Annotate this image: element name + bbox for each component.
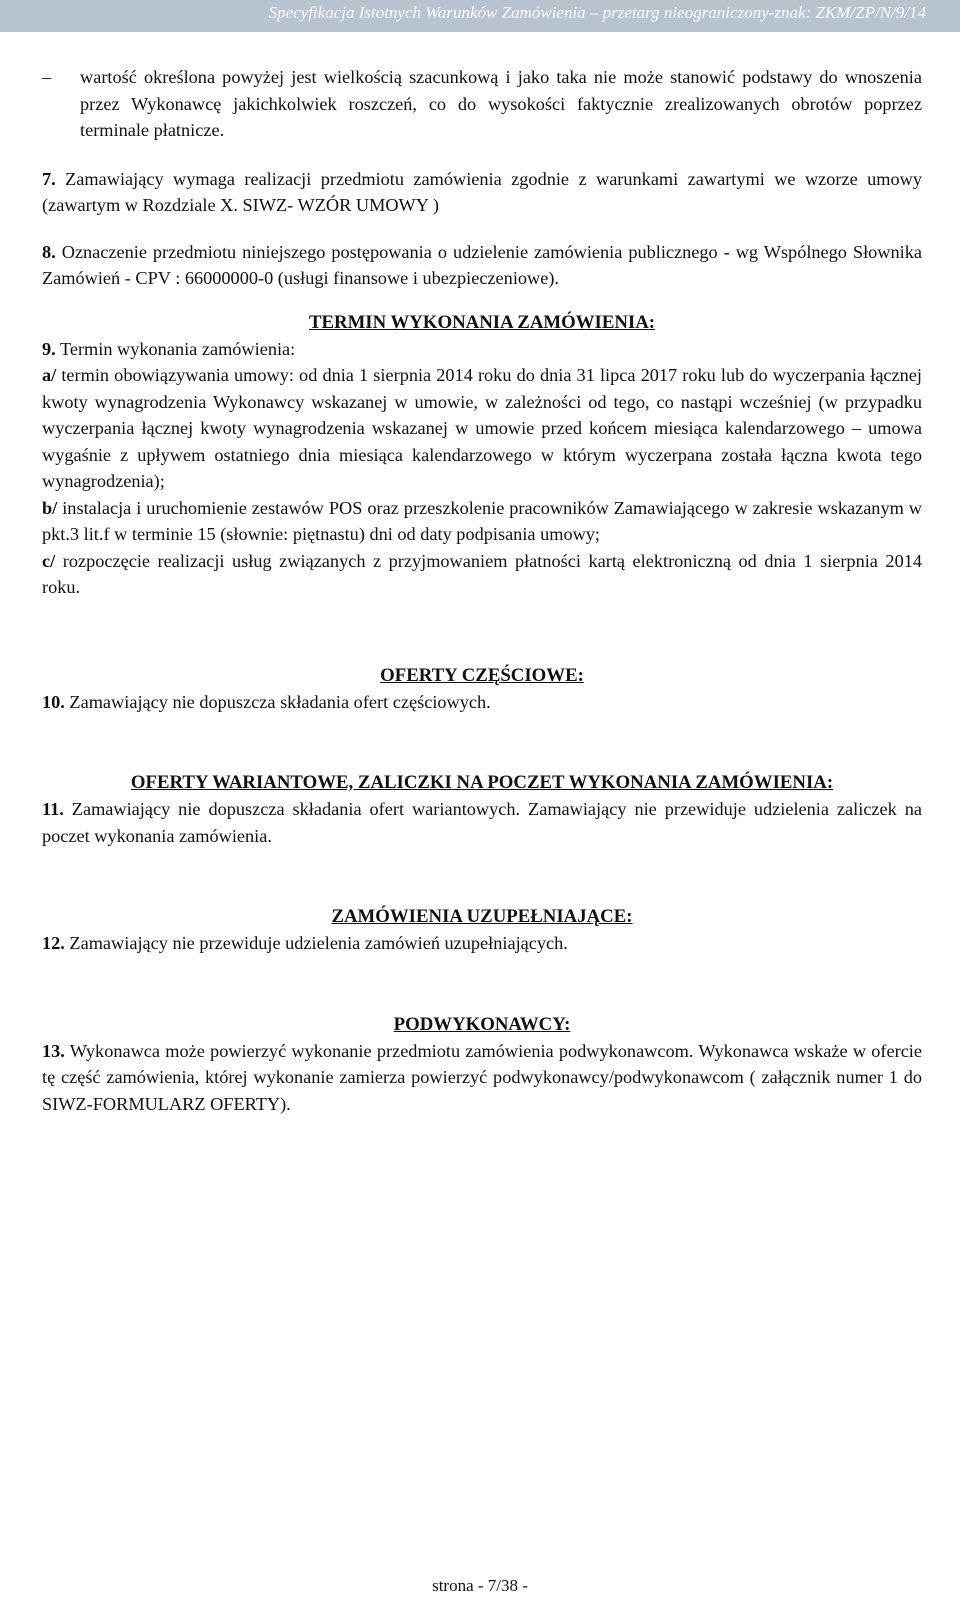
header-title: Specyfikacja Istotnych Warunków Zamówienia – przetarg nieograniczony-znak: ZKM/ZP/N/9/14 (268, 3, 926, 22)
paragraph-10-text: Zamawiający nie dopuszcza składania ofert częściowych. (64, 691, 491, 712)
paragraph-8-number: 8. (42, 241, 56, 262)
paragraph-9-b-label: b/ (42, 497, 58, 518)
paragraph-13-number: 13. (42, 1040, 65, 1061)
paragraph-8-text: Oznaczenie przedmiotu niniejszego postępowania o udzielenie zamówienia publicznego - wg Wspólnego Słownika Zamówień - CPV : 66000000-0 (usługi finansowe i ubezpieczeniowe). (42, 241, 922, 288)
heading-zamowienia-uzupelniajace: ZAMÓWIENIA UZUPEŁNIAJĄCE: (331, 906, 633, 927)
heading-oferty-czesciowe: OFERTY CZĘŚCIOWE: (380, 664, 584, 686)
paragraph-11 (42, 796, 922, 849)
paragraph-7-number: 7. (42, 168, 56, 189)
intro-text: wartość określona powyżej jest wielkością szacunkową i jako taka nie może stanowić podstawy do wnoszenia przez Wykonawcę jakichkolwiek roszczeń, co do wysokości faktycznie zrealizowanych obrotów poprzez terminale płatnicze. (80, 67, 922, 140)
paragraph-9-intro: Termin wykonania zamówienia: (55, 338, 296, 359)
document-body (42, 64, 922, 1117)
paragraph-11-number: 11. (42, 799, 64, 819)
paragraph-13 (42, 1038, 922, 1118)
paragraph-12-text: Zamawiający nie przewiduje udzielenia zamówień uzupełniających. (64, 933, 568, 953)
heading-termin-wykonania: TERMIN WYKONANIA ZAMÓWIENIA: (308, 311, 656, 333)
paragraph-9-b (42, 495, 922, 548)
paragraph-9 (42, 336, 922, 363)
paragraph-10 (42, 689, 922, 716)
paragraph-11-text: Zamawiający nie dopuszcza składania ofert wariantowych. Zamawiający nie przewiduje udzielenia zaliczek na poczet wykonania zamówienia. (42, 799, 922, 846)
intro-paragraph (42, 64, 922, 144)
paragraph-9-number: 9. (42, 338, 56, 359)
paragraph-9-c-text: rozpoczęcie realizacji usług związanych z przyjmowaniem płatności kartą elektroniczną od dnia 1 sierpnia 2014 roku. (42, 550, 922, 597)
paragraph-13-text: Wykonawca może powierzyć wykonanie przedmiotu zamówienia podwykonawcom. Wykonawca wskaże w ofercie tę część zamówienia, której wykonanie zamierza powierzyć podwykonawcy/podwykonawcom ( załącznik numer 1 do SIWZ-FORMULARZ OFERTY). (42, 1040, 922, 1114)
page-header (0, 0, 960, 32)
dash-bullet: – (42, 67, 52, 87)
paragraph-9-b-text: instalacja i uruchomienie zestawów POS oraz przeszkolenie pracowników Zamawiającego w zakresie wskazanym w pkt.3 lit.f w terminie 15 (słownie: piętnastu) dni od daty podpisania umowy; (42, 497, 922, 544)
paragraph-7 (42, 166, 922, 219)
paragraph-9-c-label: c/ (42, 550, 56, 571)
paragraph-12 (42, 930, 922, 957)
page-number: strona - 7/38 - (432, 1576, 528, 1595)
heading-podwykonawcy: PODWYKONAWCY: (393, 1013, 571, 1035)
heading-oferty-wariantowe: OFERTY WARIANTOWE, ZALICZKI NA POCZET WYKONANIA ZAMÓWIENIA: (130, 772, 834, 793)
paragraph-9-a-label: a/ (42, 365, 57, 385)
paragraph-8 (42, 239, 922, 292)
paragraph-10-number: 10. (42, 691, 65, 712)
paragraph-12-number: 12. (42, 933, 65, 953)
paragraph-7-text: Zamawiający wymaga realizacji przedmiotu zamówienia zgodnie z warunkami zawartymi we wzorze umowy (zawartym w Rozdziale X. SIWZ- WZÓR UMOWY ) (42, 168, 922, 215)
paragraph-9-c (42, 548, 922, 601)
paragraph-9-a (42, 362, 922, 495)
paragraph-9-a-text: termin obowiązywania umowy: od dnia 1 sierpnia 2014 roku do dnia 31 lipca 2017 roku lub do wyczerpania łącznej kwoty wynagrodzenia Wykonawcy wskazanej w umowie, w zależności od tego, co nastąpi wcześniej (w przypadku wyczerpania łącznej kwoty wynagrodzenia wskazanej w umowie przed końcem miesiąca kalendarzowego – umowa wygaśnie z upływem ostatniego dnia miesiąca kalendarzowego w którym wyczerpana została łączna kwota tego wynagrodzenia); (42, 365, 922, 491)
